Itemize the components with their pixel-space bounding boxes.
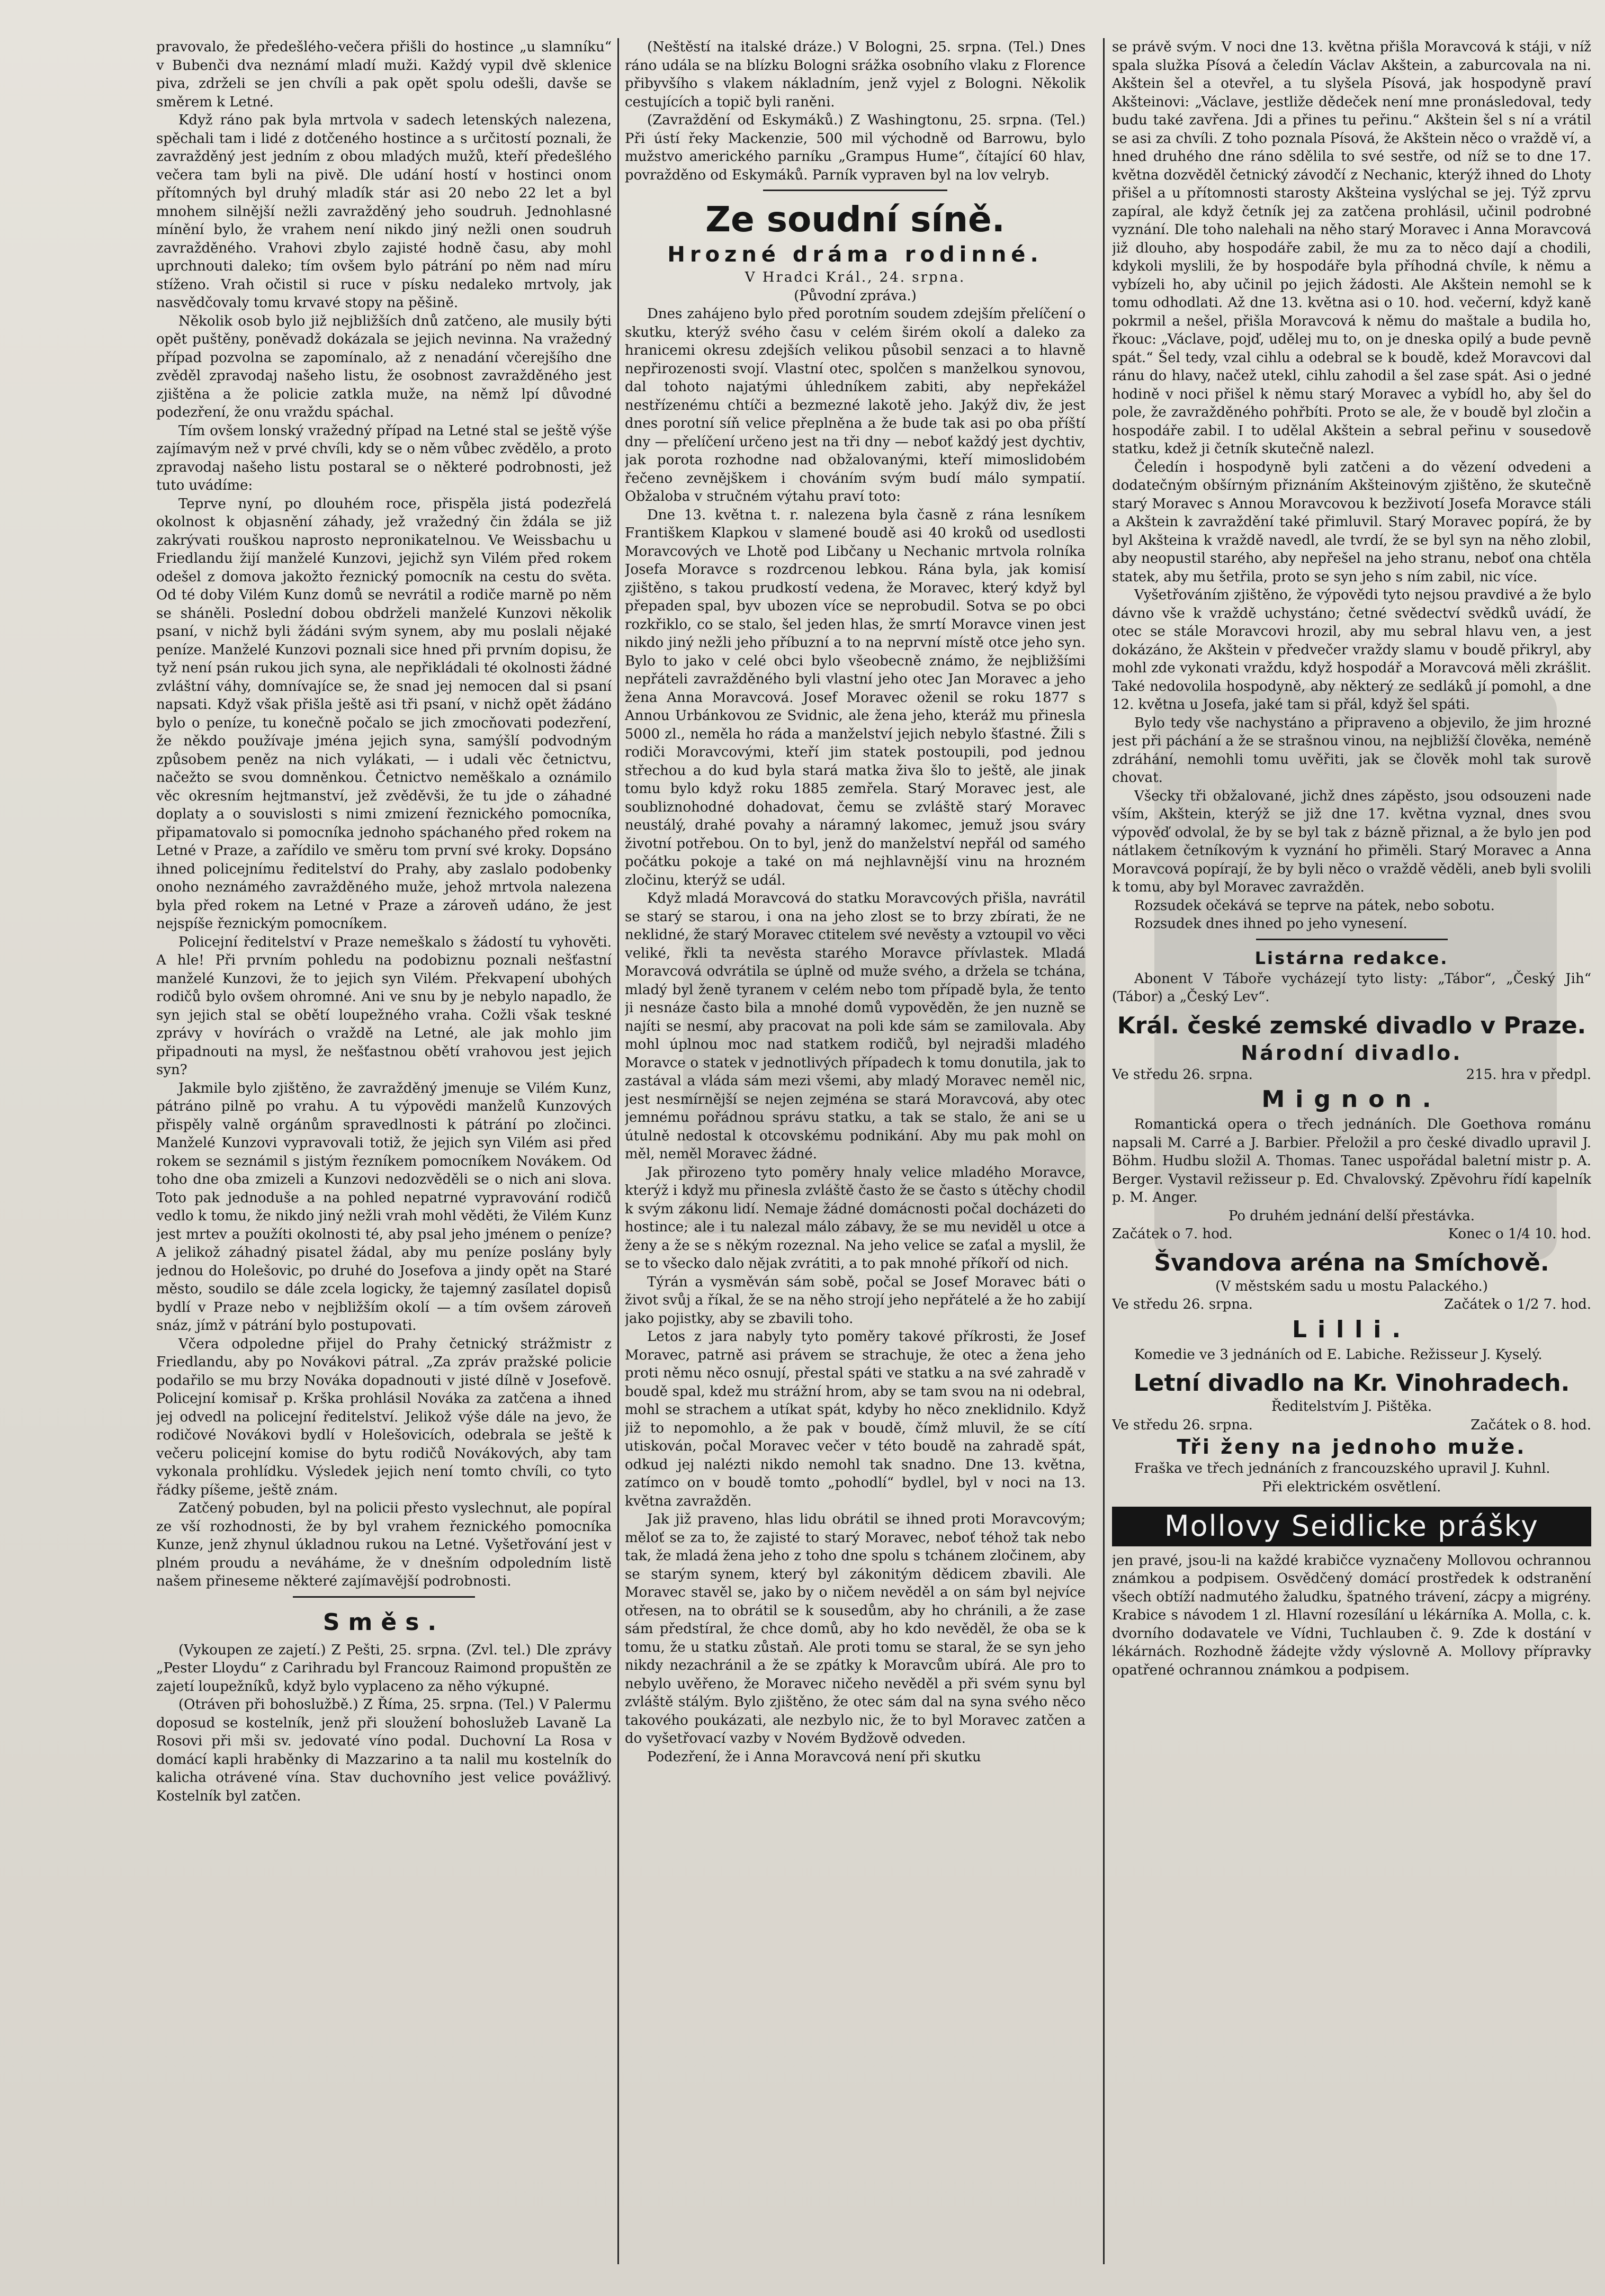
paragraph: Zatčený pobuden, byl na policii přesto vyslechnut, ale popíral ze vší rozhodnosti, že by byl vrahem řeznického pomocníka Kunze, jenž zhynul úkladnou rukou na Letné. Vyšetřování jest v plném proudu a neváháme, že v dnešním odpoledním listě našem přineseme některé zajímavější podrobnosti.: [156, 1500, 612, 1589]
section-divider: [293, 1596, 475, 1598]
paragraph: Tím ovšem lonský vražedný případ na Letné stal se ještě výše zajímavým než v prvé chvíli, kdy se o něm vůbec zvědělo, a proto zpravodaj našeho listu postaral se o některé podrobnosti, jež tuto uvádíme:: [156, 422, 612, 493]
play-description: Komedie ve 3 jednáních od E. Labiche. Režisseur J. Kyselý.: [1134, 1346, 1543, 1363]
paragraph: Letos z jara nabyly tyto poměry takové příkrosti, že Josef Moravec, patrně asi právem se strachuje, že otec a žena jeho proti němu něco osnují, přestal spáti ve statku a na své zahradě v boudě spal, kdež mu strážní hrom, aby se tam svou na ni odebral, mohl se strachem a utíkat spát, kdyby ho něco zneklidnilo. Když již to nepomohlo, a že pak v boudě, čímž mluvil, že se cítí utiskován, počal Moravec večer v této boudě na zahradě spát, odkud jej nalézti nikdo nemohl tak snadno. Dne 13. května, zatímco on v boudě tomto „pohodlí“ bydlel, byl v noci na 13. května zavražděn.: [625, 1329, 1086, 1509]
paragraph: Policejní ředitelství v Praze nemeškalo s žádostí tu vyhověti. A hle! Při prvním pohledu na podobiznu poznali nešťastní manželé Kunzovi, že to jejich syn Vilém. Překvapení ubohých rodičů bylo ovšem ohromné. Ani ve snu by je nebylo napadlo, že syn jejich stal se obětí loupežného vraha. Cožli však teskné zprávy v hovírách o vraždě na Letné, ale jak mohlo jim připadnouti na mysl, že nešťastnou obětí vrahovou jest jejich syn?: [156, 934, 612, 1078]
paragraph: Teprve nyní, po dlouhém roce, přispěla jistá podezřelá okolnost k objasnění záhady, jež vražedný čin ždála se již zakrývati rouškou naprosto nepronikatelnou. Ve Weissbachu u Friedlandu žijí manželé Kunzovi, jejichž syn Vilém před rokem odešel z domova jakožto řeznický pomocník na cestu do světa. Od té doby Vilém Kunz domů se nevrátil a rodiče marně po něm se sháněli. Poslední dobou obdrželi manželé Kunzovi několik psaní, v nichž byli žádáni svým synem, aby mu poslali nějaké peníze. Manželé Kunzovi poznali sice hned při prvním dopisu, že tyž není psán rukou jich syna, ale nepřikládali té okolnosti žádné zvláštní váhy, domnívajíce se, že snad jej nemocen dal si psaní napsati. Když však přišla ještě asi tři psaní, v nichž opět žádáno bylo o peníze, tu konečně počalo se jich zmocňovati podezření, že někdo používaje jména jejich syna, samýšlí podvodným způsobem peněz na nich vylákati, — i udali věc četnictvu, načežto se svou domněnkou. Četnictvo neměškalo a oznámilo věc okresním hejtmanství, jež zvěděvši, že tu jde o záhadné doplaty a o souvislosti s nimi zmizení řeznického pomocníka, připamatovalo si pomocníka jednoho spáchaného před rokem na Letné v Praze, a zařídilo ve směru tom první své kroky. Dopsáno ihned policejnímu ředitelství do Prahy, aby zaslalo podobenky onoho neznámého zavražděného muže, jehož mrtvola nalezena byla před rokem na Letné v Praze a zároveň udáno, že jest nejspíše řeznickým pomocníkem.: [156, 496, 612, 932]
play-title: Lilli.: [1292, 1316, 1412, 1343]
play-description: Fraška ve třech jednáních z francouzského upravil J. Kuhnl.: [1134, 1461, 1550, 1476]
editor-letters-heading: Listárna redakce.: [1254, 948, 1449, 968]
theater-name: Král. české zemské divadlo v Praze.: [1117, 1012, 1586, 1039]
play-description: Romantická opera o třech jednáních. Dle Goethova románu napsali M. Carré a J. Barbier. Přeložil a pro české divadlo upravil J. Böhm. Hudbu složil A. Thomas. Tanec uspořádal baletní mistr p. A. Berger. Vystavil režisseur p. Ed. Chvalovský. Zpěvohru řídí kapelník p. M. Anger.: [1112, 1117, 1591, 1205]
theater-name: Letní divadlo na Kr. Vinohradech.: [1133, 1370, 1570, 1397]
performance-row: [1112, 1295, 1591, 1314]
performance-date: Ve středu 26. srpna.: [1112, 1066, 1253, 1083]
play-title: Mignon.: [1261, 1086, 1442, 1113]
paragraph: Když ráno pak byla mrtvola v sadech letenských nalezena, spěchali tam i lidé z dotčeného hostince a s určitostí poznali, že zavražděný jest jedním z obou mladých mužů, kteří předešlého večera tam byli na pivě. Dle udání hostí v hostinci onom přítomných byl druhý mladík stár asi 20 nebo 22 let a byl mnohem silnější nežli zavražděný jeho soudruh. Jednohlasné mínění bylo, že vrahem není nikdo jiný nežli onen soudruh zavražděného. Vrahovi zbylo zajisté hodně času, aby mohl uprchnouti daleko; tím ovšem bylo pátrání po něm nad míru stíženo. Vrah očistil si ruce v písku nedaleko mrtvoly, jak nasvědčovaly tomu krvavé stopy na pěšině.: [156, 112, 612, 311]
paragraph: Jak přirozeno tyto poměry hnaly velice mladého Moravce, kterýž i když mu přinesla zvláště často že se často s útěchy chodil k svým zákonu lidí. Nemaje žádné domácnosti počal docházeti do hostince; ale i tu nalezal málo zábavy, že se mu neviděl u otce a ženy a že se s někým rozeznal. Na jeho velice se zaťal a myslil, že se to všecko dalo nějak zvrátiti, a to pak mnohé příkoří od nich.: [625, 1164, 1086, 1272]
end-time: Konec o 1/4 10. hod.: [1448, 1226, 1591, 1242]
news-item: (Vykoupen ze zajetí.) Z Pešti, 25. srpna. (Zvl. tel.) Dle zprávy „Pester Lloydu“ z Carihradu byl Francouz Raimond propuštěn ze zajetí loupežníků, když bylo vyplaceno za něho výkupné.: [156, 1642, 612, 1695]
dateline: V Hradci Král., 24. srpna.: [745, 269, 966, 285]
section-heading-court: Ze soudní síně.: [705, 199, 1005, 240]
performance-date: Ve středu 26. srpna.: [1112, 1417, 1253, 1433]
paragraph: Čeledín i hospodyně byli zatčeni a do vězení odvedeni a dodatečným obšírným přiznáním Akšteinovým zjištěno, že skutečně starý Moravec s Annou Moravcovou k bezživotí Josefa Moravce stáli a Akštein k zavraždění také přimluvil. Starý Moravec popírá, že by byl Akšteina k vraždě navedl, ale tvrdí, že se byl syn na něho zlobil, aby neopustil starého, aby nepřešel na jeho stranu, neboť ona chtěla statek, aby mu šetřila, proto se syn jeho s ním zabil, nic více.: [1112, 459, 1591, 585]
paragraph: Týrán a vysměván sám sobě, počal se Josef Moravec báti o život svůj a říkal, že se na něho strojí jeho nepřátelé a že ho zabijí jako pojistky, aby se zbavili toho.: [625, 1274, 1086, 1327]
paragraph: Rozsudek dnes ihned po jeho vynesení.: [1134, 916, 1407, 932]
section-divider: [1256, 939, 1448, 940]
paragraph: Rozsudek očekává se teprve na pátek, nebo sobotu.: [1134, 897, 1495, 914]
paragraph: Podezření, že i Anna Moravcová není při skutku: [647, 1749, 981, 1765]
paragraph: Když mladá Moravcová do statku Moravcových přišla, navrátil se starý se starou, i ona na jeho zlost se to brzy zbírati, že ne neklidné, že starý Moravec ctitelem své nevěsty a vztoupil vo věci veliké, řkli ta nevěsta starého Moravce přívlastek. Mladá Moravcová odvrátila se úplně od muže svého, a držela se tchána, mladý byl ženě tyranem v celém nebo tom případě byla, že tento ji nesnáze často bila a mnohé domů vypověděn, že jen nuzně se najíti se nesmí, aby pracovat na poli kde sám se zamilovala. Aby mohl úplnou moc nad statkem rodičů, byl nejradši mladého Moravce o statek v jednotlivých případech k tomu donutila, jak to zastával a vláda sám mezi všemi, aby mladý Moravec neměl nic, jest nesmírnější se nejen zejména se stará Moravcová, aby otec jemnému pořádnou správu statku, a tak se stalo, že ani se u útulně nedostal k otcovskému podnikání. Aby mu pak mohl on měl, neměl Moravec žádné.: [625, 890, 1086, 1162]
paragraph: Dnes zahájeno bylo před porotním soudem zdejším přelíčení o skutku, kterýž svého času v celém širém okolí a daleko za hranicemi okresu zdejších velikou působil senzaci a to hlavně nepřirozenosti svojí. Vlastní otec, spolčen s manželkou synovou, dal tohoto najatými úhledníkem zabiti, aby nepřekážel nestřízenému chtíči a bezmezné lakotě jeho. Jakýž div, že jest dnes porotní síň velice přeplněna a že bude tak asi po oba příští dny — přelíčení určeno jest na tři dny — neboť každý jest dychtiv, jak porota rozhodne nad obžalovanými, kteří mimoslidobém řečeno zevnějškem i chováním svým budí málo sympatií. Obžaloba v stručném výtahu praví toto:: [625, 306, 1086, 505]
paragraph: Včera odpoledne přijel do Prahy četnický strážmistr z Friedlandu, aby po Novákovi pátral. „Za zpráv pražské policie podařilo se mu brzy Nováka dopadnouti v jisté dílně v Josefově. Policejní komisař p. Krška prohlásil Nováka za zatčena a ihned jej odvedl na policejní ředitelství. Jelikož výše dále na jevo, že rodičové Novákovi bydlí v Holešovicích, odebrala se ještě k večeru policejní komise do bytu rodičů Novákových, aby tam vykonala prohlídku. Výsledek jejich není tomto chvíli, co tyto řádky píšeme, ještě znám.: [156, 1336, 612, 1498]
paragraph: Několik osob bylo již nejbližších dnů zatčeno, ale musily býti opět puštěny, poněvadž dokázala se jejich nevinna. Na vražedný případ pozvolna se zapomínalo, až z nenadání včerejšího dne zvěděl zpravodaj našeho listu, že osobnost zavražděného jest zjištěna a že policie zatkla muže, na němž lpí důvodné podezření, že onu vraždu spáchal.: [156, 313, 612, 420]
play-title: Tři ženy na jednoho muže.: [1177, 1435, 1527, 1458]
section-heading-smes: Směs.: [322, 1608, 445, 1636]
performance-row: [1112, 1066, 1591, 1084]
original-report-note: (Původní zpráva.): [794, 287, 917, 304]
column-1: [156, 38, 612, 2264]
editor-letter: Abonent V Táboře vycházejí tyto listy: „Tábor“, „Český Jih“ (Tábor) a „Český Lev“.: [1112, 970, 1591, 1005]
news-item: (Neštěstí na italské dráze.) V Bologni, 25. srpna. (Tel.) Dnes ráno udála se na blízku Bologni srážka osobního vlaku z Florence přibyvšího s vlakem nákladním, jenž vyjel z Bologni. Několik cestujících a topič byli raněni.: [625, 39, 1086, 110]
performance-row: [1112, 1416, 1591, 1435]
performance-number: 215. hra v předpl.: [1466, 1066, 1591, 1083]
column-2: [625, 38, 1086, 2264]
section-divider: [763, 190, 947, 191]
theater-subtitle: Národní divadlo.: [1241, 1041, 1463, 1065]
start-time: Začátek o 1/2 7. hod.: [1444, 1296, 1591, 1312]
paragraph: Vyšetřováním zjištěno, že výpovědi tyto nejsou pravdivé a že bylo dávno vše k vraždě uchystáno; četné svědectví svědků uvádí, že otec se stále Moravcovi hrozil, aby mu sebral hlavu ven, a jest dokázáno, že Akštein v předvečer vraždy slamu v boudě přikryl, aby mohl zde vykonati vraždu, když hospodář a Moravcová měli zkrášlit. Také nedovolila hospodyně, aby některý ze sedláků jí pomohl, a dne 12. května u Josefa, jaké tam si přál, když šel spáti.: [1112, 587, 1591, 713]
news-item: (Zavraždění od Eskymáků.) Z Washingtonu, 25. srpna. (Tel.) Při ústí řeky Mackenzie, 500 mil východně od Barrowu, bylo mužstvo amerického parníku „Grampus Hume“, čítající 60 hlav, povražděno od Eskymáků. Parník vypraven byl na lov velryb.: [625, 112, 1086, 183]
paragraph: Všecky tři obžalované, jichž dnes zápěsto, jsou odsouzeni nade vším, Akštein, kterýž se již dne 17. května vyznal, dnes svou výpověď odvolal, že by se byl tak z bázně přiznal, a že bylo jen pod nátlakem četníkovým k vyznání ho přiměli. Starý Moravec a Anna Moravcová popírají, že by byli něco o vraždě věděli, aneb byli svolili k tomu, aby byl Moravec zavražděn.: [1112, 788, 1591, 895]
paragraph: se právě svým. V noci dne 13. května přišla Moravcová k stáji, v níž spala služka Písová a čeledín Václav Akštein, a zaburcovala na ni. Akštein šel a otevřel, a tu slyšela Písová, jak hospodyně praví Akšteinovi: „Václave, jestliže dědeček není mne pronásledoval, tedy budu také zavřena. Jdi a přines tu peřinu.“ Akštein šel s ní a vrátil se asi za chvíli. Z toho poznala Písová, že Akštein něco o vraždě ví, a hned druhého dne ráno sdělila to své sestře, od níž se to dne 17. května dozvěděl četnický závodčí z Nechanic, kterýž ihned do Lhoty přišel a u přítomnosti starosty Akšteina vyslýchal se jej. Týž zprvu zapíral, ale když četník jej za zatčena prohlásil, učinil podrobné vyznání. Dle toho nalehali na něho starý Moravec i Anna Moravcová již dlouho, aby hospodáře zabil, že mu za to něco dají a chodili, kdykoli myslili, že by hospodáře byla příhodná chvíle, k němu a vybízeli ho, aby učinil po jejich žádosti. Ale Akštein nemohl se k tomu odhodlati. Až dne 13. května asi o 10. hod. večerní, když kaně pokrmil a nešel, přišla Moravcová k němu do maštale a budila ho, řkouc: „Václave, pojď, udělej mu to, on je dneska opilý a bude pevně spát.“ Šel tedy, vzal cihlu a odebral se k boudě, kdež Moravcovi dal ránu do hlavy, načež utekl, cihlu zahodil a šel zase spát. Asi o jedné hodině v noci přišel k němu starý Moravec a vybídl ho, aby šel do pole, že zavražděného pohřbíti. Proto se ale, že v boudě byl zločin a hospodáře zabil. I to udělal Akštein a sebral peřinu v sousedově statku, kdež ji četník skutečně nalezl.: [1112, 39, 1591, 457]
theater-name: Švandova aréna na Smíchově.: [1154, 1249, 1549, 1276]
news-item: (Otráven při bohoslužbě.) Z Říma, 25. srpna. (Tel.) V Palermu doposud se kostelník, jenž při sloužení bohoslužeb Lavaně La Rosovi při mši sv. jedovaté víno podal. Duchovní La Rosa v domácí kapli hraběnky di Mazzarino a ta nalil mu kostelník do kalicha otrávené vína. Stav duchovního jest velice povážlivý. Kostelník byl zatčen.: [156, 1697, 612, 1804]
article-title: Hrozné dráma rodinné.: [667, 242, 1043, 267]
start-time: Začátek o 7. hod.: [1112, 1226, 1233, 1242]
times-row: [1112, 1225, 1591, 1244]
performance-date: Ve středu 26. srpna.: [1112, 1296, 1253, 1312]
column-3: [1112, 38, 1591, 2264]
paragraph: pravovalo, že předešlého-večera přišli do hostince „u slamníku“ v Bubenči dva neznámí mladí muži. Každý vypil dvě sklenice piva, zdrželi se jen chvíli a pak opět spolu odešli, davše se směrem k Letné.: [156, 39, 612, 110]
column-rule: [617, 38, 619, 2264]
advertisement-text: jen pravé, jsou-li na každé krabičce vyznačeny Mollovou ochrannou známkou a podpisem. Osvědčený domácí prostředek k odstranění všech obtíží nadmutého žaludku, špatného trávení, zácpy a migrény. Krabice s návodem 1 zl. Hlavní rozesílání u lékárníka A. Molla, c. k. dvorního dodavatele ve Vídni, Tuchlauben č. 9. Zde k dostání v lékárnách. Rozhodně žádejte vždy výslovně A. Mollovy přípravky opatřené ochrannou známkou a podpisem.: [1112, 1552, 1591, 1678]
start-time: Začátek o 8. hod.: [1470, 1417, 1591, 1433]
theater-location: (V městském sadu u mostu Palackého.): [1215, 1278, 1488, 1294]
paragraph: Jakmile bylo zjištěno, že zavražděný jmenuje se Vilém Kunz, pátráno pilně po vrahu. A tu výpovědi manželů Kunzových přispěly valně orgánům spravedlnosti k pátrání po zločinci. Manželé Kunzovi vypravovali totiž, že jejich syn Vilém asi před rokem se seznámil s jistým řezníkem pomocníkem Novákem. Od toho dne oba zmizeli a Kunzovi nedozvěděli se o nich ani slova. Toto pak jednoduše a na pohled nepatrné vypravování rodičů vedlo k tomu, že nikdo jiný nežli vrah mohl věděti, že Vilém Kunz jest mrtev a použíti okolnosti té, aby psal jeho jménem o peníze? A jelikož záhadný pisatel žádal, aby mu peníze poslány byly jednou do Holešovic, po druhé do Josefova a jindy opět na Staré město, soudilo se dále zcela logicky, že tajemný zasílatel dopisů bydlí v Praze nebo v nejbližším okolí — a tím ovšem zároveň snáz, jímž v pátrání bylo postupovati.: [156, 1080, 612, 1334]
lighting-note: Při elektrickém osvětlení.: [1262, 1479, 1441, 1495]
intermission-note: Po druhém jednání delší přestávka.: [1228, 1208, 1475, 1224]
paragraph: Bylo tedy vše nachystáno a připraveno a objevilo, že jim hrozné jest při páchání a že se strašnou vinou, na nejbližší člověka, neméně zdráhání, nemohli tomu uvěřiti, jak se člověk mohl tak surově chovat.: [1112, 715, 1591, 786]
paragraph: Dne 13. května t. r. nalezena byla časně z rána lesníkem Františkem Klapkou v slamené boudě asi 40 kroků od usedlosti Moravcových ve Lhotě pod Libčany u Nechanic mrtvola rolníka Josefa Moravce s rozdrcenou lebkou. Rána byla, jak komisí zjištěno, s takou prudkostí vedena, že Moravec, který když byl přepaden spal, byv ubozen více se neprobudil. Sotva se po obci rozkřiklo, co se stalo, šel jeden hlas, že smrtí Moravce vinen jest nikdo jiný nežli jeho příbuzní a to na neprvní místě otce jeho syn. Bylo to jako v celé obci bylo všeobecně známo, že nejbližšími nepřáteli zavražděného byli vlastní jeho otec Jan Moravec a jeho žena Anna Moravcová. Josef Moravec oženil se roku 1877 s Annou Urbánkovou ze Svidnic, ale žena jeho, kteráž mu přinesla 5000 zl., neměla ho ráda a manželství jejich nebylo šťastné. Žili s rodiči Moravcovými, kteří jim statek postoupili, pod jednou střechou a do kud byla stará matka živa šlo to ještě, ale jinak tomu bylo když roku 1885 zemřela. Starý Moravec jest, ale soubliznohodné dohadovat, čemu se zvláště starý Moravec neustálý, drahé povahy a náramný lakomec, jemuž jsou sváry životní potřebou. On to byl, jenž do manželství nepřál od samého počátku pokoje a také on má nejhlavnější vinu na hrozném zločinu, kterýž se udál.: [625, 507, 1086, 888]
column-rule: [1103, 38, 1105, 2264]
advertisement-banner: Mollovy Seidlicke prášky: [1112, 1507, 1591, 1546]
paragraph: Jak již praveno, hlas lidu obrátil se ihned proti Moravcovým; měloť se za to, že zajisté to starý Moravec, neboť téhož tak nebo tak, že mladá žena jeho z toho dne spolu s tchánem zločinem, aby se starým synem, který byl zákonitým dědicem zbavili. Ale Moravec stavěl se, jako by o ničem nevěděl a on sám byl nejvíce otřesen, na to obrátil se k sousedům, aby ho chránili, a že zase sám předstíral, že chce domů, aby ho kdo nevěděl, že oba se k tomu, že u statku zůstaň. Ale proti tomu se staral, že se syn jeho nikdy nezachránil a že se zpátky k Moravcům ubírá. Ale pro to nebylo uvěřeno, že Moravec ničeho nevěděl a při svém synu byl zvláště stálým. Bylo zjištěno, že otec sám dal na syna svého něco takového poukázati, ale nezbylo nic, že to byl Moravec zatčen a do vyšetřovací vazby v Novém Bydžově odveden.: [625, 1511, 1086, 1746]
theater-director: Ředitelstvím J. Pištěka.: [1271, 1399, 1432, 1415]
